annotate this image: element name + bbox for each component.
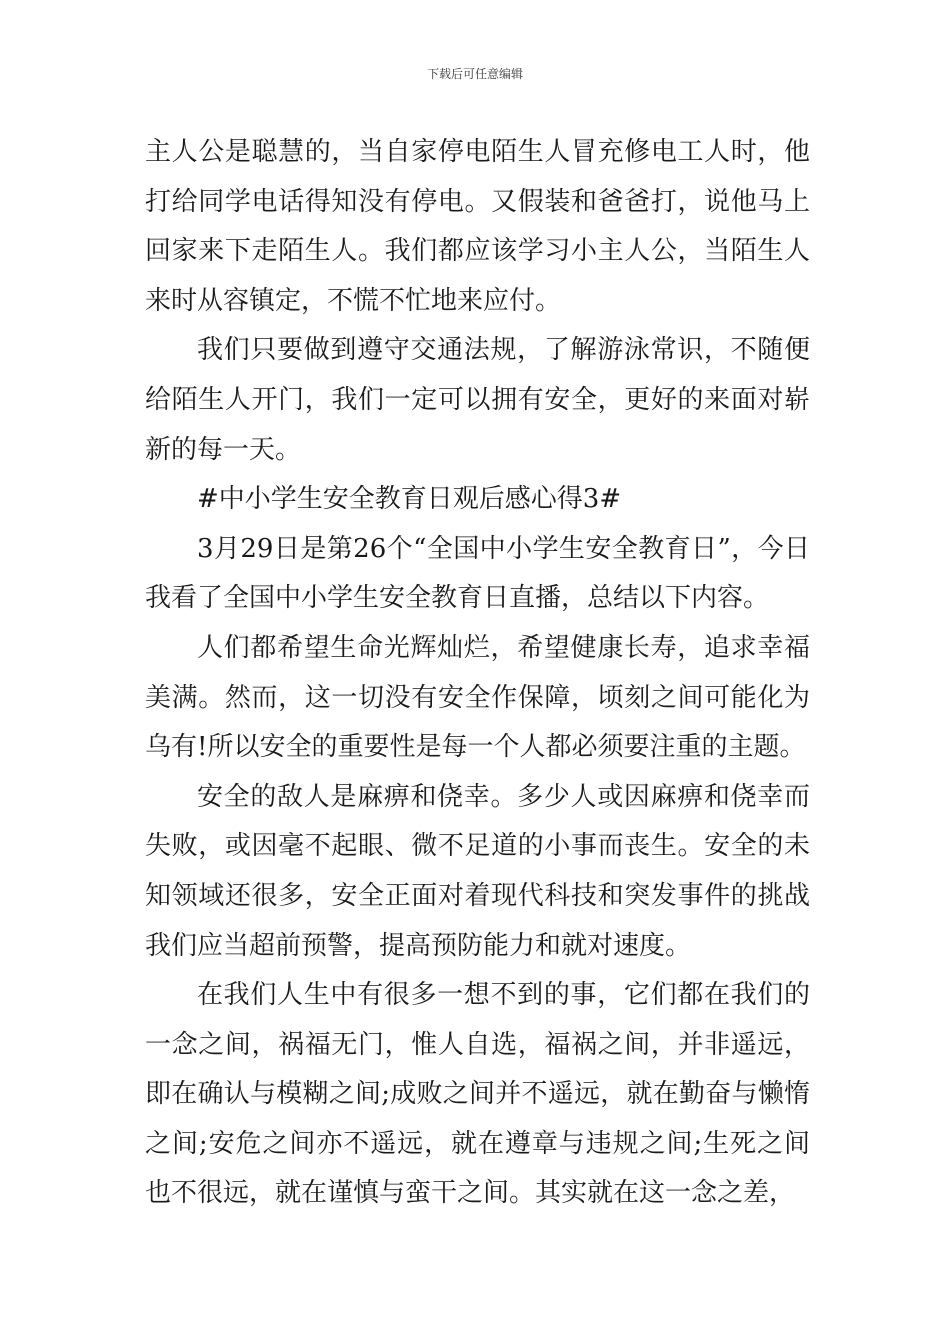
paragraph-6: 在我们人生中有很多一想不到的事，它们都在我们的一念之间，祸福无门，惟人自选，福祸之间，并非遥远，即在确认与模糊之间;成败之间并不遥远，就在勤奋与懒惰之间;安危之间亦不遥远，就在遵章与违规之间;生死之间也不很远，就在谨慎与蛮干之间。其实就在这一念之差， [145,980,810,1209]
document-body [145,128,810,1219]
paragraph-2: 我们只要做到遵守交通法规，了解游泳常识，不随便给陌生人开门，我们一定可以拥有安全，更好的来面对崭新的每一天。 [145,335,810,465]
paragraph-5: 安全的敌人是麻痹和侥幸。多少人或因麻痹和侥幸而失败，或因毫不起眼、微不足道的小事而丧生。安全的未知领域还很多，安全正面对着现代科技和突发事件的挑战我们应当超前预警，提高预防能力和就对速度。 [145,781,810,961]
paragraph-3: 3月29日是第26个“全国中小学生安全教育日”，今日我看了全国中小学生安全教育日直播，总结以下内容。 [145,533,810,614]
section-heading: #中小学生安全教育日观后感心得3# [197,484,622,515]
paragraph-1: 主人公是聪慧的，当自家停电陌生人冒充修电工人时，他打给同学电话得知没有停电。又假装和爸爸打，说他马上回家来下走陌生人。我们都应该学习小主人公，当陌生人来时从容镇定，不慌不忙地来应付。 [145,137,810,316]
paragraph-4: 人们都希望生命光辉灿烂，希望健康长寿，追求幸福美满。然而，这一切没有安全作保障，顷刻之间可能化为乌有!所以安全的重要性是每一个人都必须要注重的主题。 [145,632,810,763]
page-header-note: 下载后可任意编辑 [426,67,523,81]
